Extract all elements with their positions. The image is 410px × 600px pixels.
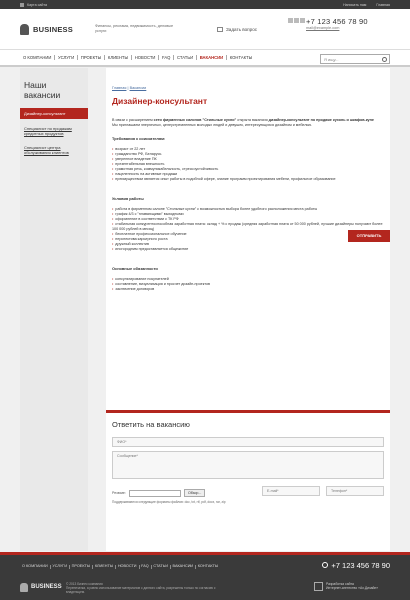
social-icon-1[interactable] bbox=[288, 18, 293, 23]
email-field[interactable]: E-mail* bbox=[262, 486, 320, 496]
sidebar-item-credit-sales[interactable]: Специалист по продажам кредитных продуктов bbox=[24, 126, 72, 136]
copyright-note: Перепечатка, а равно использование материалов с данного сайта, разрешены только по согласию с владельцем. bbox=[66, 586, 216, 595]
sidebar-title: Наши вакансии bbox=[24, 80, 61, 100]
nav-item[interactable]: УСЛУГИ bbox=[58, 55, 75, 60]
fio-field[interactable]: ФИО* bbox=[112, 437, 384, 447]
breadcrumb-vacancies[interactable]: Вакансии bbox=[129, 86, 147, 90]
developer-line2: Интернет-агентство «Ах.Дизайн» bbox=[326, 586, 379, 591]
nav-item[interactable]: КОНТАКТЫ bbox=[229, 55, 253, 60]
search-placeholder: Я ищу... bbox=[324, 57, 339, 62]
form-title: Ответить на вакансию bbox=[112, 420, 190, 429]
write-us-link[interactable]: Написать нам bbox=[343, 2, 367, 7]
footer-nav-item[interactable]: КОНТАКТЫ bbox=[197, 564, 219, 568]
sidebar-item-customer-service[interactable]: Специалист центра обслуживания клиентов bbox=[24, 145, 69, 155]
developer-line1: Разработка сайта bbox=[326, 582, 354, 586]
duty-item: • заключение договоров bbox=[112, 287, 384, 292]
sidebar-item-designer[interactable]: Дизайнер-консультант bbox=[20, 108, 88, 119]
home-icon bbox=[20, 3, 24, 7]
nav-item[interactable]: СТАТЬИ bbox=[177, 55, 194, 60]
footer-nav-item[interactable]: ВАКАНСИИ bbox=[172, 564, 194, 568]
condition-item: • иногородним предоставляется общежитие bbox=[112, 247, 384, 252]
logo-person-icon bbox=[20, 24, 29, 35]
requirement-item: • возраст от 22 лет bbox=[112, 147, 384, 152]
main-content bbox=[106, 68, 390, 551]
footer-nav-item[interactable]: НОВОСТИ bbox=[117, 564, 137, 568]
footer-nav-item[interactable]: СТАТЬИ bbox=[153, 564, 168, 568]
duties-list bbox=[112, 277, 384, 292]
condition-item: • перспектива карьерного роста bbox=[112, 237, 384, 242]
submit-button[interactable]: ОТПРАВИТЬ bbox=[348, 230, 390, 242]
requirement-item: • нацеленность на активные продажи bbox=[112, 172, 384, 177]
site-header bbox=[0, 9, 410, 49]
condition-item: • график 4/3 с "плавающими" выходными bbox=[112, 212, 384, 217]
copyright-line: © 2013 Бизнес компания bbox=[66, 582, 103, 586]
header-contacts bbox=[288, 17, 390, 30]
duty-item: • консультирование покупателей bbox=[112, 277, 384, 282]
header-email-link[interactable]: mail@example.com bbox=[306, 26, 340, 30]
footer-nav-item[interactable]: FAQ bbox=[141, 564, 149, 568]
conditions-title: Условия работы bbox=[112, 196, 144, 201]
requirements-title: Требования к соискателям: bbox=[112, 136, 166, 141]
condition-item: • стабильная конкурентоспособная заработная плата: оклад + % с продаж (средняя заработная плата от 50 000 рублей, лучшие дизайнеры получают более 100 000 рублей в месяц) bbox=[112, 222, 384, 232]
social-icon-2[interactable] bbox=[294, 18, 299, 23]
footer-nav-item[interactable]: КЛИЕНТЫ bbox=[94, 564, 114, 568]
footer-phone-number: +7 123 456 78 90 bbox=[331, 561, 390, 570]
nav-item[interactable]: КЛИЕНТЫ bbox=[107, 55, 129, 60]
logo-text: BUSINESS bbox=[33, 24, 73, 34]
footer-copyright bbox=[66, 582, 226, 595]
footer-logo-person-icon bbox=[20, 583, 28, 592]
search-input[interactable] bbox=[320, 54, 390, 64]
footer-phone bbox=[322, 561, 390, 570]
resume-file-input[interactable] bbox=[129, 490, 181, 497]
duties-title: Основные обязанности bbox=[112, 266, 158, 271]
duty-item: • составление, визуализация и просчет дизайн-проектов bbox=[112, 282, 384, 287]
nav-item[interactable]: ПРОЕКТЫ bbox=[80, 55, 102, 60]
file-format-note: Поддерживаются следующие форматы файлов: doc, txt, rtf, pdf, docx, rar, zip bbox=[112, 500, 226, 504]
site-footer bbox=[0, 552, 410, 600]
requirement-item: • гражданство РФ, Беларусь bbox=[112, 152, 384, 157]
header-phone: +7 123 456 78 90 bbox=[306, 17, 368, 26]
sitemap-link-label[interactable]: Карта сайта bbox=[27, 2, 48, 7]
requirements-list bbox=[112, 147, 384, 182]
resume-label: Резюме: bbox=[112, 491, 126, 495]
form-divider bbox=[106, 410, 390, 413]
footer-logo[interactable] bbox=[20, 583, 62, 592]
nav-item[interactable]: О КОМПАНИИ bbox=[23, 55, 52, 60]
breadcrumb: Главная | Вакансии bbox=[112, 86, 147, 90]
condition-item: • работа в фирменном салоне "Стильные кухни" с возможностью выбора более удобного расположения места работы bbox=[112, 207, 384, 212]
footer-logo-text: BUSINESS bbox=[31, 584, 62, 590]
condition-item: • оформление в соответствии с ТК РФ bbox=[112, 217, 384, 222]
sidebar bbox=[20, 68, 88, 551]
requirement-item: • уверенное владение ПК bbox=[112, 157, 384, 162]
nav-item[interactable]: FAQ bbox=[162, 55, 171, 60]
breadcrumb-home[interactable]: Главная bbox=[112, 86, 127, 90]
developer-credit[interactable] bbox=[326, 582, 390, 590]
page-title: Дизайнер-консультант bbox=[112, 96, 208, 106]
requirement-item: • грамотная речь, коммуникабельность, стрессоустойчивость bbox=[112, 167, 384, 172]
footer-nav-item[interactable]: О КОМПАНИИ bbox=[22, 564, 48, 568]
condition-item: • бесплатное профессиональное обучение bbox=[112, 232, 384, 237]
ask-question-label: Задать вопрос bbox=[226, 26, 258, 32]
top-bar bbox=[0, 0, 410, 9]
browse-button[interactable]: Обзор... bbox=[184, 489, 205, 497]
social-icon-3[interactable] bbox=[300, 18, 305, 23]
application-form bbox=[112, 420, 384, 504]
message-field[interactable]: Сообщение* bbox=[112, 451, 384, 479]
search-icon[interactable] bbox=[382, 57, 387, 62]
tagline: Финансы, реклама, недвижимость, деловые услуги bbox=[95, 24, 174, 33]
phone-field[interactable]: Телефон* bbox=[326, 486, 384, 496]
intro-text: В связи с расширением сети фирменных салонов "Стильные кухни" открыта вакансия дизайнер-консультант по продаже кухонь и шкафов-купе Мы приглашаем энергичных, целеустремленных молодых людей и девушек, интересующихся дизайном и мебелью. bbox=[112, 118, 374, 127]
logo[interactable] bbox=[20, 24, 95, 35]
home-link[interactable]: Главная bbox=[376, 2, 390, 7]
requirement-item: • презентабельная внешность bbox=[112, 162, 384, 167]
developer-logo-icon bbox=[314, 582, 323, 591]
conditions-list bbox=[112, 207, 384, 252]
sitemap-link[interactable] bbox=[20, 3, 47, 7]
nav-item[interactable]: НОВОСТИ bbox=[134, 55, 156, 60]
footer-nav bbox=[20, 564, 220, 569]
envelope-icon bbox=[217, 27, 223, 32]
phone-icon bbox=[322, 562, 328, 568]
requirement-item: • преимуществом является опыт работы в подобной сфере, знание программ проектирования мебели, профильное образование bbox=[112, 177, 384, 182]
footer-nav-item[interactable]: ПРОЕКТЫ bbox=[71, 564, 91, 568]
footer-nav-item[interactable]: УСЛУГИ bbox=[52, 564, 68, 568]
condition-item: • дружный коллектив bbox=[112, 242, 384, 247]
nav-item[interactable]: ВАКАНСИИ bbox=[199, 55, 224, 60]
main-nav bbox=[0, 49, 410, 67]
ask-question-button[interactable] bbox=[217, 27, 257, 32]
